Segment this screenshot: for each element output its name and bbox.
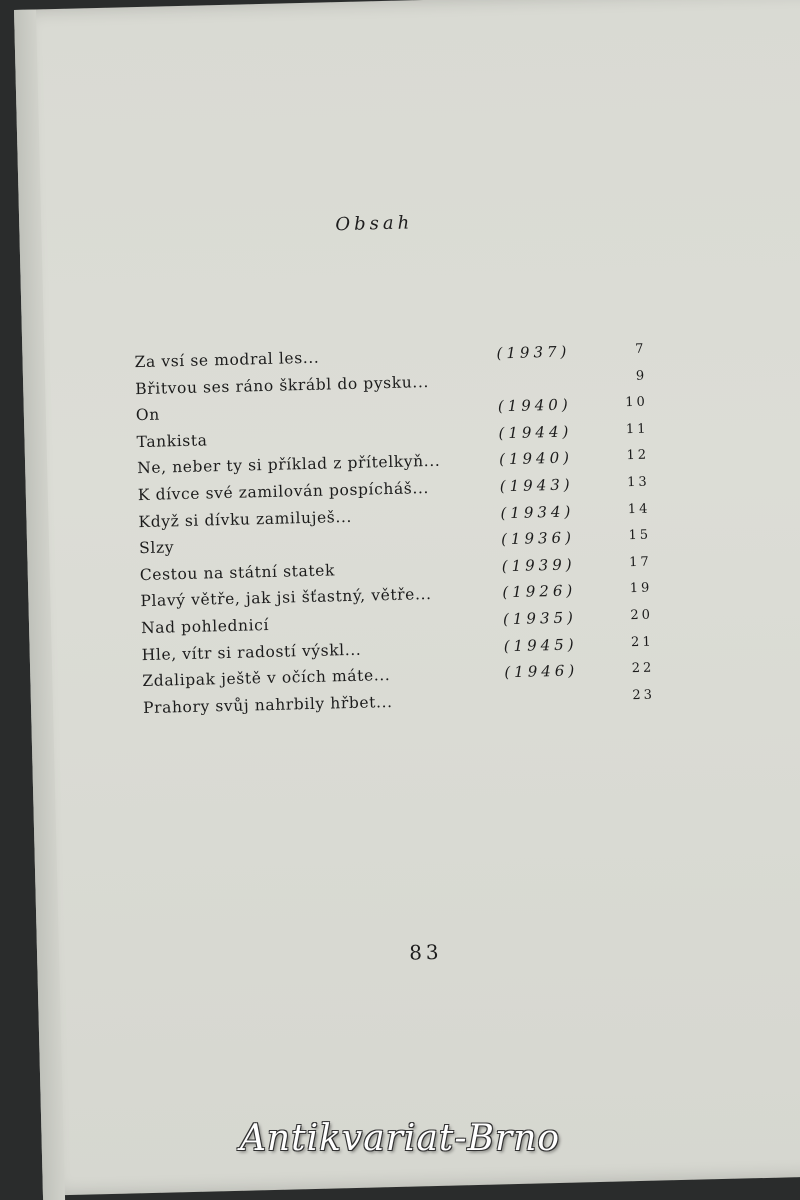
toc-entry-page: 22 bbox=[631, 660, 655, 677]
toc-entry-year: (1939) bbox=[501, 555, 576, 575]
toc-entry-title: Cestou na státní statek bbox=[139, 561, 336, 584]
toc-entry-page: 12 bbox=[626, 447, 650, 464]
toc-entry-title: Slzy bbox=[138, 538, 175, 558]
toc-entry-page: 13 bbox=[627, 474, 650, 491]
toc-entry-page: 10 bbox=[625, 394, 648, 411]
toc-entry-title: On bbox=[135, 405, 161, 425]
toc-entry-title: Když si dívku zamiluješ... bbox=[138, 507, 353, 531]
toc-entry-year: (1940) bbox=[497, 395, 572, 416]
toc-entry-title: K dívce své zamilován pospícháš... bbox=[137, 478, 430, 505]
toc-entry-year: (1926) bbox=[502, 581, 577, 602]
book-page bbox=[14, 0, 800, 1196]
toc-entry-page: 9 bbox=[635, 368, 648, 384]
toc-entry-title: Ne, neber ty si příklad z přítelkyň... bbox=[137, 452, 441, 478]
toc-entry-title: Za vsí se modral les... bbox=[134, 348, 320, 372]
toc-entry-year: (1936) bbox=[500, 528, 576, 549]
toc-entry-year: (1937) bbox=[496, 342, 571, 363]
toc-entry-page: 20 bbox=[630, 607, 654, 624]
toc-entry-page: 15 bbox=[628, 527, 652, 544]
toc-entry-year: (1946) bbox=[504, 661, 579, 682]
toc-entry-title: Tankista bbox=[136, 431, 208, 451]
toc-entry-page: 17 bbox=[628, 554, 652, 570]
table-of-contents bbox=[134, 336, 663, 721]
watermark-logo: Antikvariat-Brno bbox=[239, 1118, 561, 1159]
toc-entry-year: (1940) bbox=[498, 448, 574, 469]
toc-entry-page: 19 bbox=[629, 580, 653, 597]
toc-entry-title: Nad pohlednicí bbox=[140, 615, 270, 638]
toc-entry-title: Prahory svůj nahrbily hřbet... bbox=[142, 692, 393, 717]
toc-entry-title: Hle, vítr si radostí výskl... bbox=[141, 640, 362, 664]
toc-entry-page: 21 bbox=[630, 634, 654, 650]
toc-entry-page: 23 bbox=[632, 687, 656, 703]
toc-entry-title: Plavý větře, jak jsi šťastný, větře... bbox=[140, 585, 432, 611]
toc-entry-year: (1935) bbox=[502, 608, 578, 629]
toc-entry-year: (1945) bbox=[503, 634, 578, 655]
contents-heading: Obsah bbox=[335, 212, 414, 236]
toc-entry-year: (1943) bbox=[499, 475, 574, 496]
toc-entry-page: 14 bbox=[627, 501, 651, 517]
page-binding-edge bbox=[14, 9, 65, 1200]
toc-entry-page: 11 bbox=[625, 421, 649, 437]
toc-entry-page: 7 bbox=[635, 341, 647, 357]
toc-entry-year: (1944) bbox=[498, 422, 573, 443]
page-number: 83 bbox=[408, 939, 443, 965]
toc-entry-title: Zdalipak ještě v očích máte... bbox=[142, 666, 391, 691]
toc-entry-year: (1934) bbox=[500, 502, 575, 522]
toc-entry-title: Břitvou ses ráno škrábl do pysku... bbox=[135, 372, 430, 398]
